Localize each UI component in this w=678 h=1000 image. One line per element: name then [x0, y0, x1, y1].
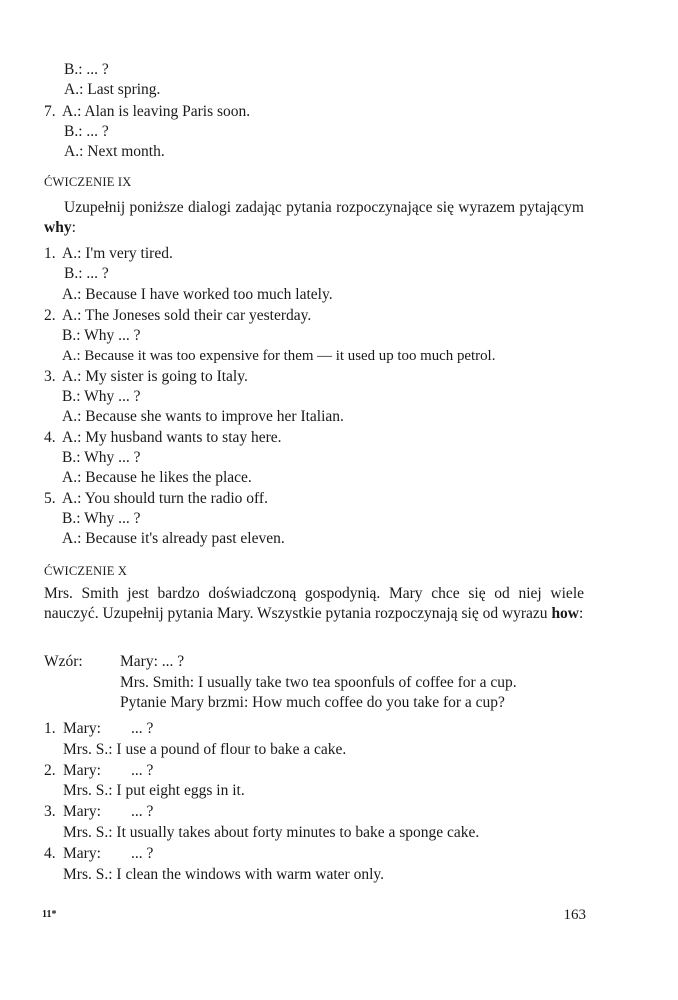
example-label: Wzór: — [44, 653, 83, 670]
item-number: 3. — [44, 803, 56, 820]
item-number: 2. — [44, 762, 56, 779]
answer-line: Mrs. S.: I use a pound of flour to bake a cake. — [63, 741, 347, 758]
question-blank: ... ? — [131, 845, 154, 862]
page-number: 163 — [563, 907, 586, 923]
example-question: Mary: ... ? — [120, 653, 185, 670]
keyword-how: how — [551, 605, 580, 622]
question-speaker: Mary: — [63, 720, 101, 737]
dialog-line: A.: Next month. — [64, 143, 165, 160]
question-speaker: Mary: — [63, 762, 101, 779]
exercise-9-instruction: Uzupełnij poniższe dialogi zadając pytania rozpoczynające się wyrazem pytającym why: — [44, 199, 584, 236]
dialog-line: A.: I'm very tired. — [62, 245, 173, 262]
item-number: 7. — [44, 103, 56, 120]
exercise-10-instruction: Mrs. Smith jest bardzo doświadczoną gospodynią. Mary chce się od niej wiele nauczyć. Uzupełnij pytania Mary. Wszystkie pytania rozpoczynają się od wyrazu how: — [44, 585, 584, 622]
dialog-line: B.: Why ... ? — [62, 510, 141, 527]
dialog-line: B.: ... ? — [64, 61, 109, 78]
item-number: 5. — [44, 490, 56, 507]
dialog-line: A.: My sister is going to Italy. — [62, 368, 248, 385]
dialog-line: B.: ... ? — [64, 123, 109, 140]
dialog-line: A.: You should turn the radio off. — [62, 490, 268, 507]
dialog-line: B.: ... ? — [64, 265, 109, 282]
item-number: 2. — [44, 307, 56, 324]
dialog-line: A.: Because it was too expensive for them — it used up too much petrol. — [62, 348, 496, 364]
dialog-line: A.: Because I have worked too much lately. — [62, 286, 333, 303]
answer-line: Mrs. S.: I put eight eggs in it. — [63, 782, 245, 799]
answer-line: Mrs. S.: I clean the windows with warm water only. — [63, 866, 384, 883]
item-number: 4. — [44, 845, 56, 862]
dialog-line: B.: Why ... ? — [62, 327, 141, 344]
question-blank: ... ? — [131, 762, 154, 779]
dialog-line: A.: Because she wants to improve her Italian. — [62, 408, 344, 425]
dialog-line: A.: Last spring. — [64, 81, 161, 98]
item-number: 1. — [44, 720, 56, 737]
dialog-line: B.: Why ... ? — [62, 388, 141, 405]
question-blank: ... ? — [131, 803, 154, 820]
keyword-why: why — [44, 219, 72, 236]
dialog-line: A.: The Joneses sold their car yesterday. — [62, 307, 312, 324]
item-number: 1. — [44, 245, 56, 262]
question-blank: ... ? — [131, 720, 154, 737]
example-explanation: Pytanie Mary brzmi: How much coffee do you take for a cup? — [120, 694, 505, 711]
item-number: 3. — [44, 368, 56, 385]
dialog-line: A.: Because it's already past eleven. — [62, 530, 285, 547]
exercise-9-heading: ĆWICZENIE IX — [44, 175, 132, 189]
printer-signature: 11* — [42, 909, 57, 920]
dialog-line: A.: My husband wants to stay here. — [62, 429, 282, 446]
question-speaker: Mary: — [63, 845, 101, 862]
dialog-line: A.: Because he likes the place. — [62, 469, 252, 486]
dialog-line: B.: Why ... ? — [62, 449, 141, 466]
answer-line: Mrs. S.: It usually takes about forty minutes to bake a sponge cake. — [63, 824, 480, 841]
item-number: 4. — [44, 429, 56, 446]
example-answer: Mrs. Smith: I usually take two tea spoonfuls of coffee for a cup. — [120, 674, 517, 691]
dialog-line: A.: Alan is leaving Paris soon. — [62, 103, 251, 120]
exercise-10-heading: ĆWICZENIE X — [44, 564, 128, 578]
question-speaker: Mary: — [63, 803, 101, 820]
